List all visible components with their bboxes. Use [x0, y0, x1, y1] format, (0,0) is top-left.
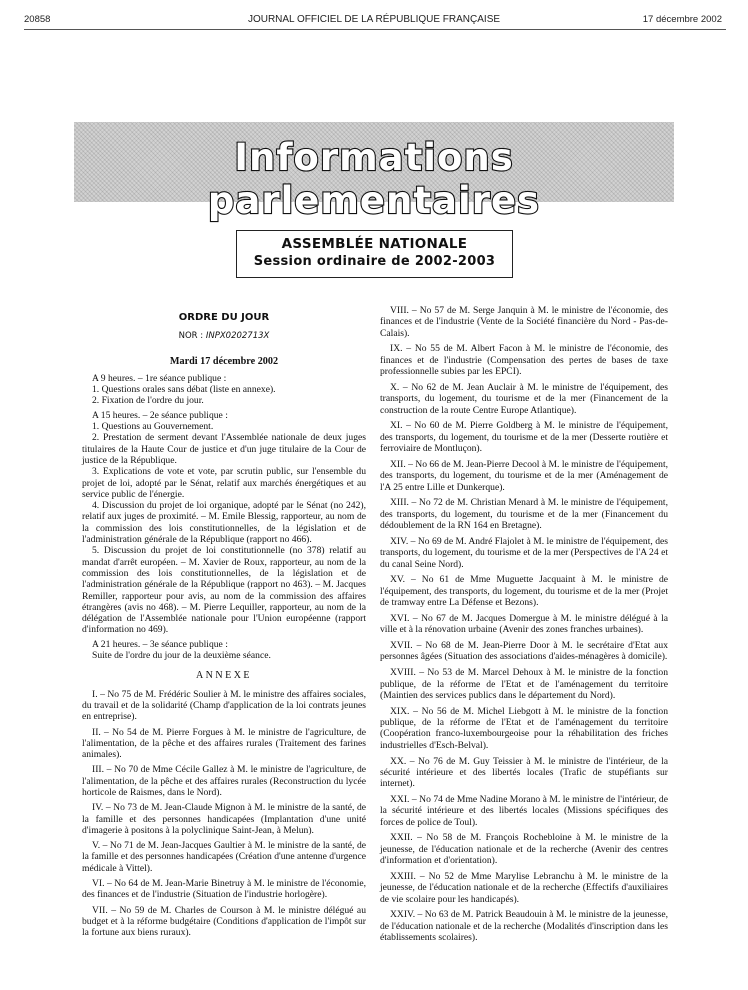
right-column: [380, 305, 668, 948]
question-item: XIX. – No 56 de M. Michel Liebgott à M. le ministre de la fonction publique, de la réforme de l'Etat et de l'aménagement du territoire (Coopération franco-luxembourgeoise pour la réhabilitation des friches industrielles d'Esch-Belval).: [380, 705, 668, 751]
question-item: IX. – No 55 de M. Albert Facon à M. le ministre de l'économie, des finances et de l'industrie (Compensation des pertes de bases de taxe professionnelle subies par les EPCI).: [380, 343, 668, 378]
agenda-line: 3. Explications de vote et vote, par scrutin public, sur l'ensemble du projet de loi, adopté par le Sénat, relatif aux marchés énergétiques et au service public de l'énergie.: [82, 466, 366, 500]
question-item: XVII. – No 68 de M. Jean-Pierre Door à M. le secrétaire d'Etat aux personnes âgées (Situation des associations d'aides-ménagères à domicile).: [380, 640, 668, 663]
agenda-title: ORDRE DU JOUR: [178, 312, 270, 323]
question-item: XII. – No 66 de M. Jean-Pierre Decool à M. le ministre de l'équipement, des transports, du logement, du tourisme et de la mer (Aménagement de l'A 25 entre Lille et Dunkerque).: [380, 458, 669, 493]
agenda-line: 2. Fixation de l'ordre du jour.: [92, 395, 204, 407]
agenda-line: 5. Discussion du projet de loi constitutionnelle (no 378) relatif au mandat d'arrêt européen. – M. Xavier de Roux, rapporteur, au nom de la commission des lois constitutionnelles, de la législation et de l'administration générale de la République (rapport no 463). – M. Jacques Remiller, rapporteur pour avis, au nom de la commission des affaires étrangères (avis no 468). – M. Pierre Lequiller, rapporteur, au nom de la délégation de l'Assemblée nationale pour l'Union européenne (rapport d'information no 469).: [82, 545, 366, 636]
assembly-box: [236, 230, 513, 278]
page-number: 20858: [24, 14, 51, 25]
agenda-line: 4. Discussion du projet de loi organique, adopté par le Sénat (no 242), relatif aux juges de proximité. – M. Emile Blessig, rapporteur, au nom de la commission des lois constitutionnelles, de la législation et de l'administration générale de la République (rapport no 466).: [82, 500, 366, 546]
question-item: XIII. – No 72 de M. Christian Menard à M. le ministre de l'équipement, des transports, du logement, du tourisme et de la mer (Financement du dédoublement de la RN 164 en Bretagne).: [380, 497, 668, 532]
question-item: IV. – No 73 de M. Jean-Claude Mignon à M. le ministre de la santé, de la famille et des personnes handicapées (Implantation d'une unité d'imagerie à positons à la polyclinique Saint-Jean, à Melun).: [82, 802, 366, 836]
question-item: V. – No 71 de M. Jean-Jacques Gaultier à M. le ministre de la santé, de la famille et des personnes handicapées (Création d'une antenne d'urgence médicale à Vittel).: [82, 840, 366, 874]
question-item: XXIV. – No 63 de M. Patrick Beaudouin à M. le ministre de la jeunesse, de l'éducation nationale et de la recherche (Modalités d'inscription dans les établissements scolaires).: [380, 909, 668, 944]
question-item: X. – No 62 de M. Jean Auclair à M. le ministre de l'équipement, des transports, du logement, du tourisme et de la mer (Financement de la construction de la route Centre Europe Atlantique).: [380, 381, 668, 416]
session-name: Session ordinaire de 2002-2003: [253, 254, 496, 269]
agenda-line: 1. Questions orales sans débat (liste en annexe).: [92, 384, 276, 396]
question-item: XVIII. – No 53 de M. Marcel Dehoux à M. le ministre de la fonction publique, de la réforme de l'Etat et de l'aménagement du territoire (Maintien des services publics dans le département du Nord).: [380, 667, 668, 701]
agenda-line: 1. Questions au Gouvernement.: [92, 421, 214, 433]
section-banner: [74, 122, 674, 222]
journal-title: JOURNAL OFFICIEL DE LA RÉPUBLIQUE FRANÇAISE: [247, 14, 501, 25]
question-item: XV. – No 61 de Mme Muguette Jacquaint à M. le ministre de l'équipement, des transports, du logement, du tourisme et de la mer (Projet de tramway entre La Défense et Bezons).: [380, 574, 668, 608]
question-item: XXII. – No 58 de M. François Rochebloine à M. le ministre de la jeunesse, de l'éducation nationale et de la recherche (Avenir des centres d'information et d'orientation).: [380, 832, 668, 867]
agenda-date: Mardi 17 décembre 2002: [169, 355, 279, 367]
agenda-line: A 9 heures. – 1re séance publique :: [92, 372, 227, 384]
question-item: XVI. – No 67 de M. Jacques Domergue à M. le ministre délégué à la ville et à la rénovation urbaine (Avenir des zones franches urbaines).: [380, 612, 668, 636]
banner-title: Informations parlementaires: [207, 136, 541, 222]
assembly-name: ASSEMBLÉE NATIONALE: [281, 236, 468, 252]
header-rule: [24, 29, 726, 30]
question-item: VIII. – No 57 de M. Serge Janquin à M. le ministre de l'économie, des finances et de l'industrie (Vente de la Société financière du Nord - Pas-de-Calais).: [380, 305, 668, 339]
question-item: VI. – No 64 de M. Jean-Marie Binetruy à M. le ministre de l'économie, des finances et de l'industrie (Situation de l'industrie horlogère).: [82, 878, 366, 901]
nor-label: NOR :: [178, 331, 206, 342]
question-item: II. – No 54 de M. Pierre Forgues à M. le ministre de l'agriculture, de l'alimentation, de la pêche et des affaires rurales (Traitement des farines animales).: [82, 726, 366, 761]
nor-code: INPX0202713X: [205, 331, 270, 342]
question-item: I. – No 75 de M. Frédéric Soulier à M. le ministre des affaires sociales, du travail et de la solidarité (Champ d'application de la loi contrats jeunes en entreprise).: [82, 688, 366, 723]
left-column: [82, 312, 366, 943]
question-item: XXIII. – No 52 de Mme Marylise Lebranchu à M. le ministre de la jeunesse, de l'éducation nationale et de la recherche (Effectifs d'auxiliaires de vie scolaire pour les handicapés).: [380, 870, 668, 905]
question-item: III. – No 70 de Mme Cécile Gallez à M. le ministre de l'agriculture, de l'alimentation, de la pêche et des affaires rurales (Reconstruction du lycée horticole de Raismes, dans le Nord).: [82, 764, 366, 798]
nor-reference: [82, 331, 366, 342]
agenda-line: 2. Prestation de serment devant l'Assemblée nationale de deux juges titulaires de la Haute Cour de justice et d'un juge titulaire de la Cour de justice de la République.: [82, 432, 366, 466]
annexe-title: ANNEXE: [195, 670, 253, 682]
agenda-line: Suite de l'ordre du jour de la deuxième séance.: [92, 650, 271, 662]
question-item: XI. – No 60 de M. Pierre Goldberg à M. le ministre de l'équipement, des transports, du logement, du tourisme et de la mer (Desserte routière et ferroviaire de Montluçon).: [380, 420, 668, 455]
issue-date: 17 décembre 2002: [642, 14, 722, 25]
agenda-line: A 15 heures. – 2e séance publique :: [92, 409, 228, 421]
agenda-line: A 21 heures. – 3e séance publique :: [92, 638, 228, 650]
question-item: XX. – No 76 de M. Guy Teissier à M. le ministre de l'intérieur, de la sécurité intérieure et des libertés locales (Trafic de stupéfiants sur internet).: [380, 755, 668, 790]
question-item: XIV. – No 69 de M. André Flajolet à M. le ministre de l'équipement, des transports, du logement, du tourisme et de la mer (Perspectives de l'A 24 et du canal Seine Nord).: [380, 535, 668, 570]
question-item: XXI. – No 74 de Mme Nadine Morano à M. le ministre de l'intérieur, de la sécurité intérieure et des libertés locales (Missions spécifiques des forces de police de Toul).: [380, 794, 668, 828]
question-item: VII. – No 59 de M. Charles de Courson à M. le ministre délégué au budget et à la réforme budgétaire (Conditions d'application de l'impôt sur la fortune aux biens ruraux).: [82, 904, 366, 939]
